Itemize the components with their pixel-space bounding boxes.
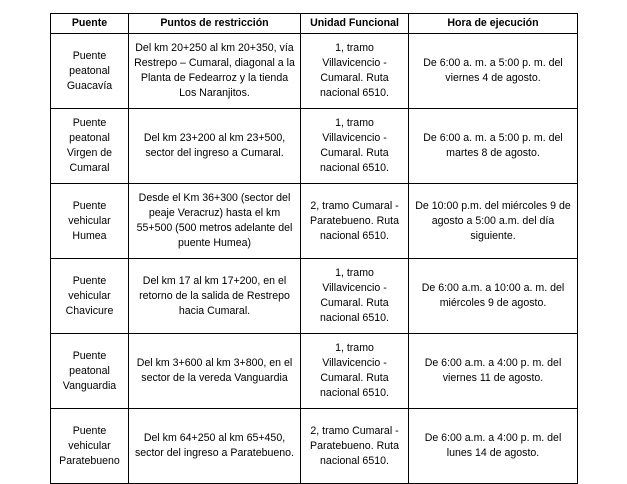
cell-hora: De 6:00 a. m. a 5:00 p. m. del martes 8 de agosto. [409,109,578,184]
cell-puntos: Del km 3+600 al km 3+800, en el sector de la vereda Vanguardia [129,334,301,409]
table-row [51,109,578,184]
cell-unidad: 2, tramo Cumaral - Paratebueno. Ruta nacional 6510. [301,409,409,484]
cell-unidad: 2, tramo Cumaral - Paratebueno. Ruta nacional 6510. [301,184,409,259]
cell-unidad: 1, tramo Villavicencio - Cumaral. Ruta nacional 6510. [301,259,409,334]
table-row [51,334,578,409]
header-unidad: Unidad Funcional [301,14,409,34]
table-row [51,34,578,109]
cell-hora: De 6:00 a.m. a 10:00 a. m. del miércoles 9 de agosto. [409,259,578,334]
cell-puente: Puente vehicular Humea [51,184,129,259]
cell-puntos: Del km 64+250 al km 65+450, sector del ingreso a Paratebueno. [129,409,301,484]
cell-hora: De 6:00 a. m. a 5:00 p. m. del viernes 4 de agosto. [409,34,578,109]
cell-unidad: 1, tramo Villavicencio - Cumaral. Ruta nacional 6510. [301,334,409,409]
cell-unidad: 1, tramo Villavicencio - Cumaral. Ruta nacional 6510. [301,34,409,109]
cell-puntos: Desde el Km 36+300 (sector del peaje Veracruz) hasta el km 55+500 (500 metros adelante del puente Humea) [129,184,301,259]
cell-hora: De 10:00 p.m. del miércoles 9 de agosto a 5:00 a.m. del día siguiente. [409,184,578,259]
cell-puente: Puente peatonal Vanguardia [51,334,129,409]
cell-puente: Puente peatonal Guacavía [51,34,129,109]
table-row [51,409,578,484]
restriction-table [50,13,578,484]
header-hora: Hora de ejecución [409,14,578,34]
table-row [51,259,578,334]
header-puntos: Puntos de restricción [129,14,301,34]
table-row [51,184,578,259]
restriction-table-container [50,13,577,484]
cell-unidad: 1, tramo Villavicencio - Cumaral. Ruta nacional 6510. [301,109,409,184]
cell-puntos: Del km 20+250 al km 20+350, vía Restrepo – Cumaral, diagonal a la Planta de Fedearroz y la tienda Los Naranjitos. [129,34,301,109]
cell-puente: Puente vehicular Paratebueno [51,409,129,484]
table-header-row [51,14,578,34]
cell-puntos: Del km 17 al km 17+200, en el retorno de la salida de Restrepo hacia Cumaral. [129,259,301,334]
cell-puntos: Del km 23+200 al km 23+500, sector del ingreso a Cumaral. [129,109,301,184]
header-puente: Puente [51,14,129,34]
cell-hora: De 6:00 a.m. a 4:00 p. m. del viernes 11 de agosto. [409,334,578,409]
cell-puente: Puente vehicular Chavicure [51,259,129,334]
cell-puente: Puente peatonal Virgen de Cumaral [51,109,129,184]
cell-hora: De 6:00 a.m. a 4:00 p. m. del lunes 14 de agosto. [409,409,578,484]
